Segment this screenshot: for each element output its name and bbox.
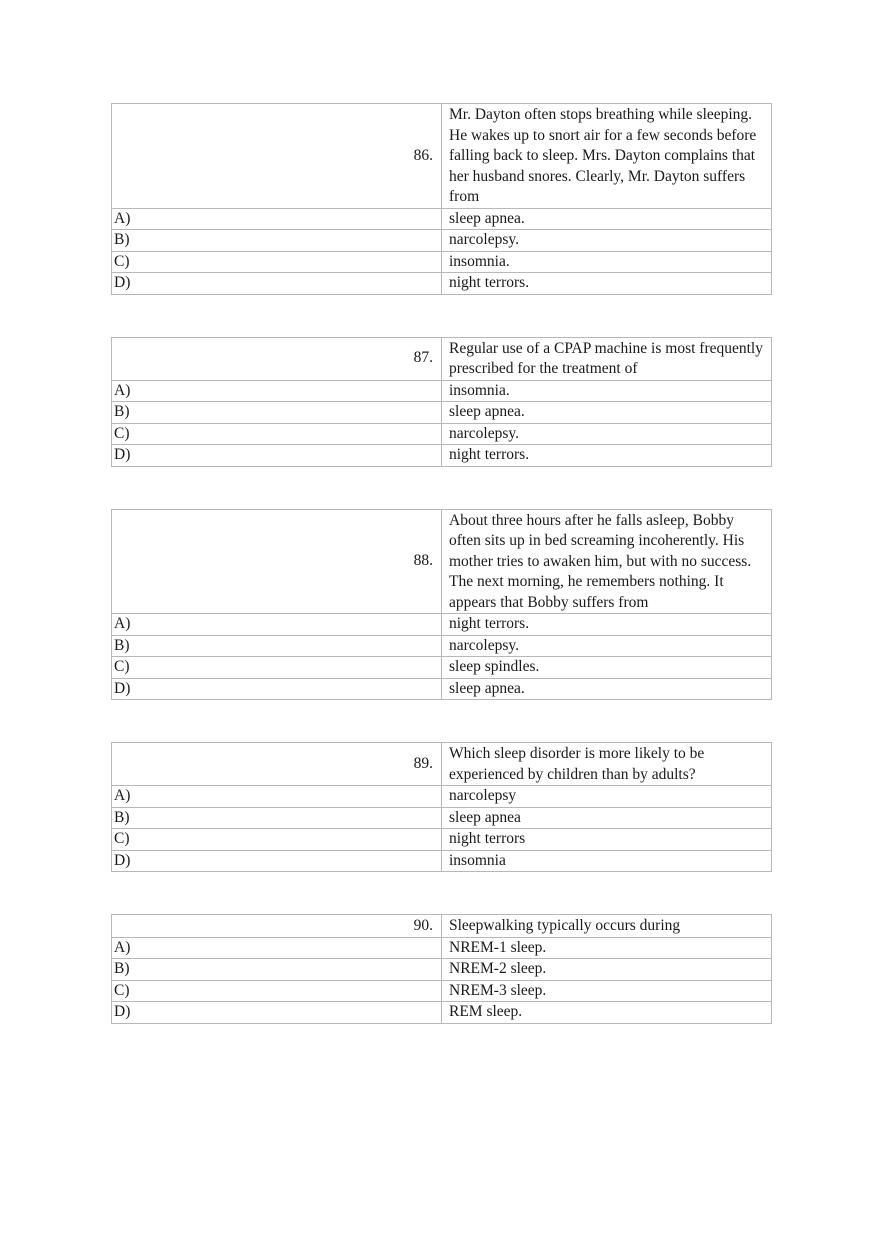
answer-letter: C): [112, 251, 442, 273]
answer-row: [112, 850, 772, 872]
question-number: 89.: [112, 743, 442, 786]
question-table-88: [111, 509, 772, 701]
answer-text: sleep spindles.: [442, 657, 772, 679]
answer-letter: C): [112, 423, 442, 445]
answer-row: [112, 380, 772, 402]
question-stem: Which sleep disorder is more likely to be experienced by children than by adults?: [442, 743, 772, 786]
answer-letter: B): [112, 402, 442, 424]
question-number: 88.: [112, 509, 442, 614]
answer-text: insomnia: [442, 850, 772, 872]
answer-row: [112, 614, 772, 636]
answer-letter: A): [112, 614, 442, 636]
answer-row: [112, 208, 772, 230]
question-table-89: [111, 742, 772, 872]
answer-letter: D): [112, 678, 442, 700]
answer-text: narcolepsy.: [442, 423, 772, 445]
answer-row: [112, 445, 772, 467]
answer-row: [112, 402, 772, 424]
answer-letter: B): [112, 807, 442, 829]
answer-letter: A): [112, 380, 442, 402]
question-number: 90.: [112, 915, 442, 938]
question-number: 86.: [112, 104, 442, 209]
question-table-90: [111, 914, 772, 1024]
question-stem: Regular use of a CPAP machine is most frequently prescribed for the treatment of: [442, 337, 772, 380]
question-table-87: [111, 337, 772, 467]
question-stem-row: [112, 743, 772, 786]
answer-text: narcolepsy.: [442, 230, 772, 252]
question-stem-row: [112, 509, 772, 614]
answer-row: [112, 273, 772, 295]
answer-row: [112, 230, 772, 252]
answer-text: narcolepsy: [442, 786, 772, 808]
answer-text: insomnia.: [442, 251, 772, 273]
answer-row: [112, 937, 772, 959]
answer-text: REM sleep.: [442, 1002, 772, 1024]
question-stem: About three hours after he falls asleep, Bobby often sits up in bed screaming incoherently. His mother tries to awaken him, but with no success. The next morning, he remembers nothing. It appears that Bobby suffers from: [442, 509, 772, 614]
answer-letter: C): [112, 829, 442, 851]
question-stem-row: [112, 104, 772, 209]
answer-letter: B): [112, 635, 442, 657]
answer-letter: D): [112, 445, 442, 467]
question-table-86: [111, 103, 772, 295]
answer-text: narcolepsy.: [442, 635, 772, 657]
answer-text: NREM-1 sleep.: [442, 937, 772, 959]
answer-text: night terrors.: [442, 445, 772, 467]
answer-row: [112, 251, 772, 273]
question-page: [111, 103, 771, 1066]
answer-letter: D): [112, 850, 442, 872]
question-stem: Sleepwalking typically occurs during: [442, 915, 772, 938]
answer-letter: D): [112, 273, 442, 295]
answer-row: [112, 635, 772, 657]
answer-text: night terrors.: [442, 273, 772, 295]
answer-row: [112, 959, 772, 981]
answer-text: night terrors.: [442, 614, 772, 636]
answer-row: [112, 786, 772, 808]
answer-text: night terrors: [442, 829, 772, 851]
answer-letter: A): [112, 937, 442, 959]
question-stem-row: [112, 337, 772, 380]
answer-text: NREM-3 sleep.: [442, 980, 772, 1002]
answer-row: [112, 678, 772, 700]
question-number: 87.: [112, 337, 442, 380]
answer-letter: B): [112, 230, 442, 252]
question-stem: Mr. Dayton often stops breathing while sleeping. He wakes up to snort air for a few seconds before falling back to sleep. Mrs. Dayton complains that her husband snores. Clearly, Mr. Dayton suffers from: [442, 104, 772, 209]
answer-text: sleep apnea.: [442, 402, 772, 424]
answer-text: NREM-2 sleep.: [442, 959, 772, 981]
answer-text: sleep apnea.: [442, 678, 772, 700]
answer-text: insomnia.: [442, 380, 772, 402]
answer-row: [112, 807, 772, 829]
answer-letter: B): [112, 959, 442, 981]
answer-row: [112, 829, 772, 851]
answer-text: sleep apnea.: [442, 208, 772, 230]
answer-letter: D): [112, 1002, 442, 1024]
question-stem-row: [112, 915, 772, 938]
answer-letter: C): [112, 657, 442, 679]
answer-text: sleep apnea: [442, 807, 772, 829]
answer-row: [112, 657, 772, 679]
answer-row: [112, 1002, 772, 1024]
answer-letter: A): [112, 208, 442, 230]
answer-row: [112, 423, 772, 445]
answer-row: [112, 980, 772, 1002]
answer-letter: A): [112, 786, 442, 808]
answer-letter: C): [112, 980, 442, 1002]
